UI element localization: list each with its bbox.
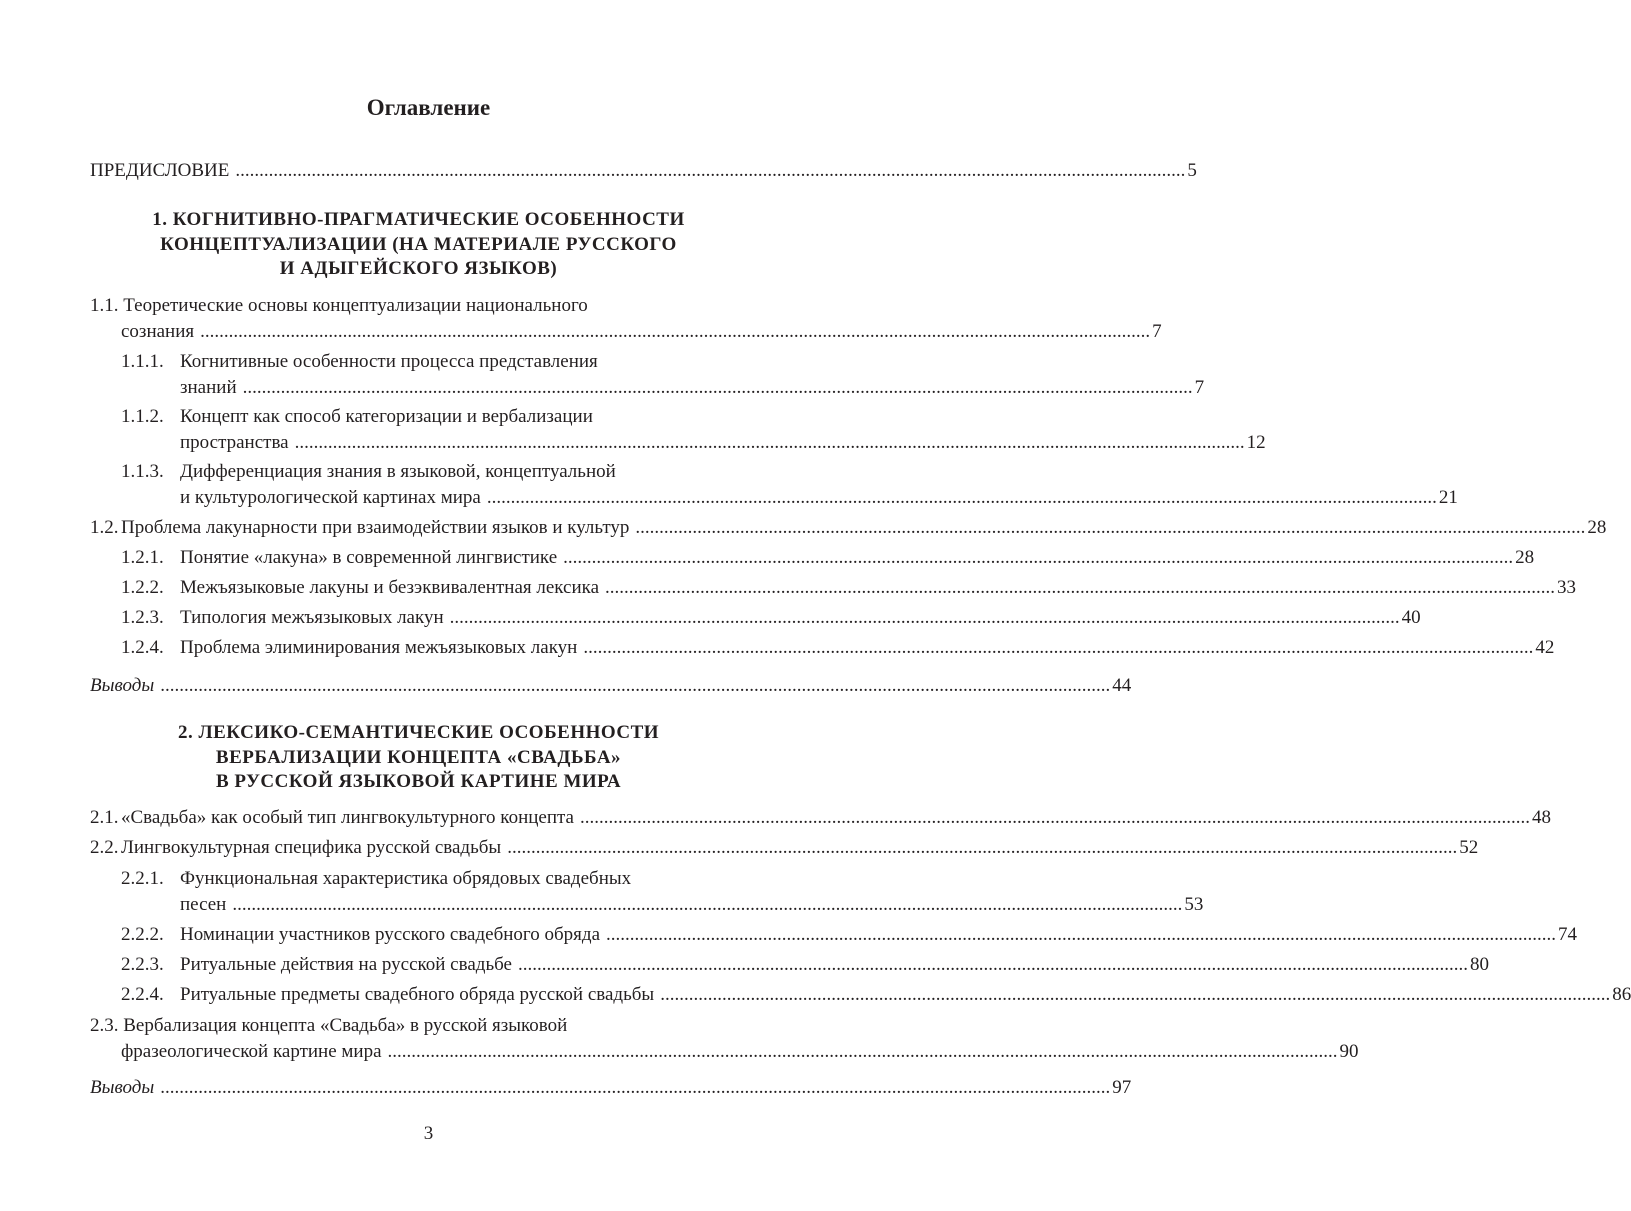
entry-label: Проблема лакунарности при взаимодействии языков и культур (121, 517, 630, 538)
leader-dots: ........................................................................................................................................................................................................ (387, 1041, 1338, 1062)
leader-dots: ........................................................................................................................................................................................................ (160, 1077, 1111, 1098)
leader-dots: ........................................................................................................................................................................................................ (242, 377, 1193, 398)
entry-page: 28 (1515, 547, 1535, 568)
entry-page: 21 (1438, 487, 1458, 508)
entry-label: знаний (180, 377, 237, 398)
toc-entry-2-3-line1[interactable] (90, 1014, 567, 1038)
entry-page: 80 (1469, 954, 1489, 975)
toc-entry-preface[interactable] (90, 159, 1197, 183)
leader-dots: ........................................................................................................................................................................................................ (486, 487, 1437, 508)
entry-number: 2.2.3. (121, 954, 164, 975)
leader-dots: ........................................................................................................................................................................................................ (449, 607, 1400, 628)
entry-number: 1.2.2. (121, 577, 164, 598)
entry-label: Теоретические основы концептуализации национального (123, 295, 588, 316)
chapter-2-heading (90, 721, 747, 795)
toc-entry-1-1-2-line1[interactable] (121, 405, 593, 429)
leader-dots: ........................................................................................................................................................................................................ (232, 894, 1183, 915)
entry-number: 2.2.1. (121, 868, 164, 889)
entry-label: Ритуальные действия на русской свадьбе (180, 954, 512, 975)
entry-label: песен (180, 894, 227, 915)
entry-page: 74 (1558, 924, 1578, 945)
entry-number: 2.2. (90, 837, 119, 858)
leader-dots: ........................................................................................................................................................................................................ (583, 637, 1534, 658)
toc-entry-1-1-3-line1[interactable] (121, 460, 616, 484)
entry-page: 53 (1184, 894, 1204, 915)
heading-line: В РУССКОЙ ЯЗЫКОВОЙ КАРТИНЕ МИРА (215, 771, 622, 792)
toc-entry-2-2-1[interactable] (180, 893, 1204, 917)
toc-entry-1-1-line1[interactable] (90, 294, 588, 318)
entry-page: 90 (1339, 1041, 1359, 1062)
entry-number: 1.1.1. (121, 351, 164, 372)
leader-dots: ........................................................................................................................................................................................................ (507, 837, 1458, 858)
toc-entry-1-1-1[interactable] (180, 376, 1205, 400)
entry-number: 1.2.4. (121, 637, 164, 658)
entry-label: Понятие «лакуна» в современной лингвистике (180, 547, 558, 568)
toc-entry-1-1-2[interactable] (180, 431, 1266, 455)
toc-entry-1-2-4[interactable] (121, 636, 1555, 660)
entry-label: Ритуальные предметы свадебного обряда русской свадьбы (180, 984, 655, 1005)
entry-label: сознания (121, 321, 195, 342)
entry-label: фразеологической картине мира (121, 1041, 382, 1062)
entry-label: Вербализация концепта «Свадьба» в русской языковой (123, 1015, 568, 1036)
entry-page: 33 (1557, 577, 1577, 598)
heading-line: ВЕРБАЛИЗАЦИИ КОНЦЕПТА «СВАДЬБА» (215, 746, 622, 768)
leader-dots: ........................................................................................................................................................................................................ (235, 160, 1186, 181)
toc-entry-2-2-1-line1[interactable] (121, 867, 631, 891)
leader-dots: ........................................................................................................................................................................................................ (660, 984, 1611, 1005)
heading-line: КОНЦЕПТУАЛИЗАЦИИ (НА МАТЕРИАЛЕ РУССКОГО (160, 233, 677, 255)
entry-number: 1.2. (90, 517, 119, 538)
entry-label: Номинации участников русского свадебного обряда (180, 924, 601, 945)
entry-number: 1.2.1. (121, 547, 164, 568)
entry-label: Лингвокультурная специфика русской свадьбы (121, 837, 502, 858)
entry-page: 52 (1459, 837, 1479, 858)
page-number: 3 (423, 1123, 434, 1144)
entry-label: Дифференциация знания в языковой, концептуальной (180, 461, 616, 482)
entry-label: Выводы (90, 675, 155, 696)
entry-label: ПРЕДИСЛОВИЕ (90, 160, 230, 181)
toc-entry-1-1[interactable] (121, 320, 1162, 344)
leader-dots: ........................................................................................................................................................................................................ (635, 517, 1586, 538)
heading-line: 2. ЛЕКСИКО-СЕМАНТИЧЕСКИЕ ОСОБЕННОСТИ (177, 722, 660, 743)
entry-page: 5 (1187, 160, 1197, 181)
toc-entry-2-2[interactable] (90, 836, 1479, 860)
entry-label: пространства (180, 432, 289, 453)
entry-number: 2.2.2. (121, 924, 164, 945)
entry-number: 2.1. (90, 807, 119, 828)
entry-label: Типология межъязыковых лакун (180, 607, 444, 628)
entry-number: 2.2.4. (121, 984, 164, 1005)
entry-label: Концепт как способ категоризации и вербализации (180, 406, 593, 427)
entry-number: 1.1.2. (121, 406, 164, 427)
leader-dots: ........................................................................................................................................................................................................ (517, 954, 1468, 975)
toc-entry-conclusions-1[interactable] (90, 674, 1132, 698)
toc-entry-1-1-1-line1[interactable] (121, 350, 598, 374)
entry-number: 1.2.3. (121, 607, 164, 628)
toc-entry-2-2-3[interactable] (121, 953, 1489, 977)
toc-entry-1-2[interactable] (90, 516, 1607, 540)
leader-dots: ........................................................................................................................................................................................................ (579, 807, 1530, 828)
entry-page: 7 (1194, 377, 1205, 398)
entry-number: 1.1. (90, 295, 119, 316)
leader-dots: ........................................................................................................................................................................................................ (200, 321, 1151, 342)
toc-entry-2-2-2[interactable] (121, 923, 1578, 947)
toc-entry-2-1[interactable] (90, 806, 1551, 830)
entry-label: и культурологической картинах мира (180, 487, 481, 508)
toc-entry-2-2-4[interactable] (121, 983, 1631, 1007)
entry-page: 44 (1112, 675, 1132, 696)
leader-dots: ........................................................................................................................................................................................................ (606, 924, 1557, 945)
entry-page: 40 (1401, 607, 1421, 628)
entry-page: 86 (1612, 984, 1631, 1005)
entry-label: «Свадьба» как особый тип лингвокультурного концепта (121, 807, 574, 828)
entry-label: Межъязыковые лакуны и безэквивалентная лексика (180, 577, 600, 598)
heading-line: И АДЫГЕЙСКОГО ЯЗЫКОВ) (279, 258, 558, 279)
toc-entry-1-2-1[interactable] (121, 546, 1535, 570)
entry-page: 48 (1531, 807, 1551, 828)
page-title: Оглавление (366, 95, 491, 120)
entry-page: 97 (1112, 1077, 1132, 1098)
leader-dots: ........................................................................................................................................................................................................ (605, 577, 1556, 598)
entry-page: 42 (1535, 637, 1555, 658)
chapter-1-heading (90, 208, 747, 282)
leader-dots: ........................................................................................................................................................................................................ (160, 675, 1111, 696)
toc-entry-2-3[interactable] (121, 1040, 1359, 1064)
toc-entry-1-2-3[interactable] (121, 606, 1421, 630)
leader-dots: ........................................................................................................................................................................................................ (294, 432, 1245, 453)
entry-label: Проблема элиминирования межъязыковых лакун (180, 637, 578, 658)
entry-page: 12 (1246, 432, 1266, 453)
toc-entry-1-2-2[interactable] (121, 576, 1577, 600)
toc-entry-1-1-3[interactable] (180, 486, 1458, 510)
entry-page: 28 (1587, 517, 1607, 538)
leader-dots: ........................................................................................................................................................................................................ (563, 547, 1514, 568)
entry-label: Когнитивные особенности процесса представления (180, 351, 598, 372)
toc-entry-conclusions-2[interactable] (90, 1076, 1132, 1100)
entry-page: 7 (1152, 321, 1162, 342)
heading-line: 1. КОГНИТИВНО-ПРАГМАТИЧЕСКИЕ ОСОБЕННОСТИ (152, 209, 685, 230)
entry-label: Функциональная характеристика обрядовых свадебных (180, 868, 632, 889)
entry-number: 2.3. (90, 1015, 119, 1036)
entry-label: Выводы (90, 1077, 155, 1098)
entry-number: 1.1.3. (121, 461, 164, 482)
